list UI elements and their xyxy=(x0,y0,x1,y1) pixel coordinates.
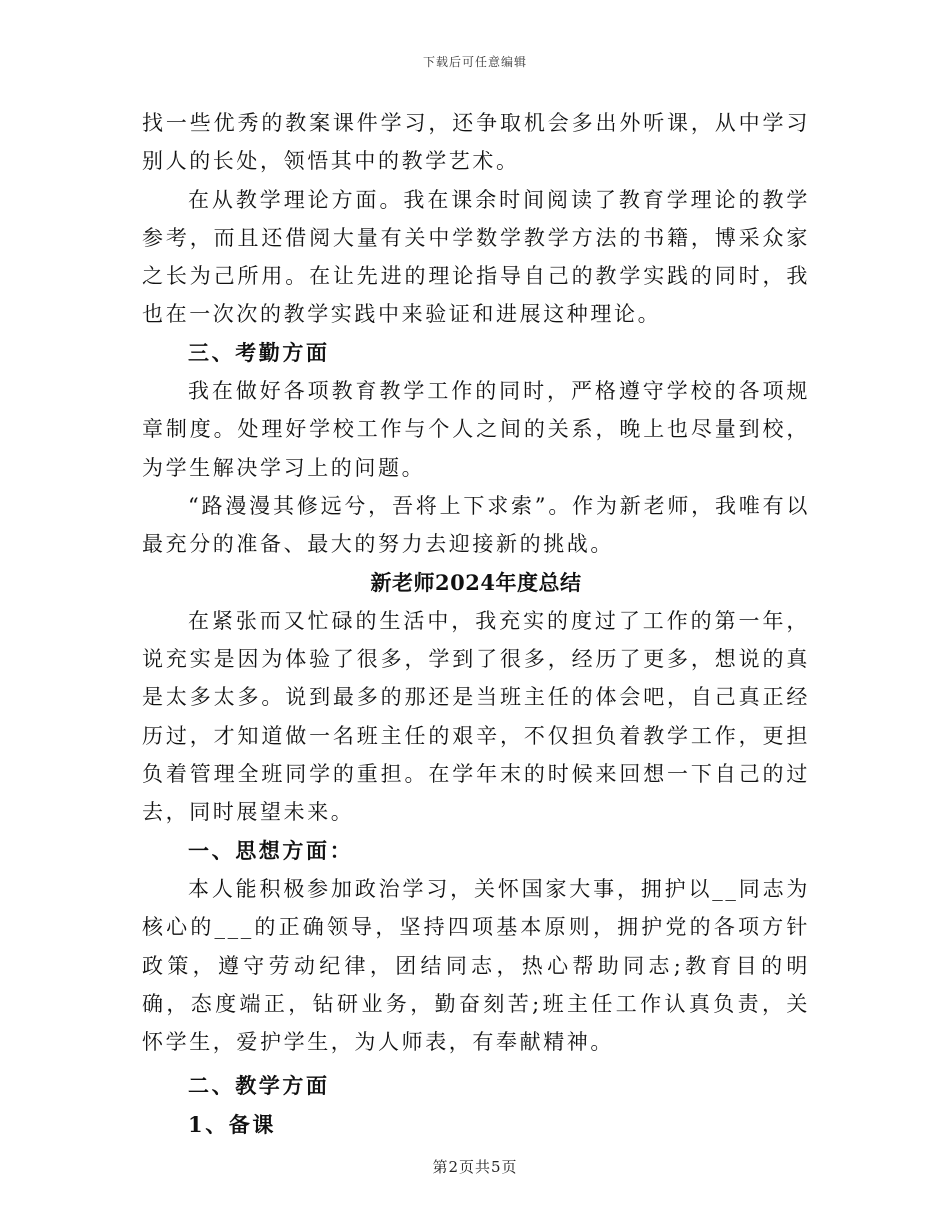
document-title: 新老师2024年度总结 xyxy=(370,569,582,595)
paragraph-ideology: 本人能积极参加政治学习，关怀国家大事，拥护以__同志为核心的___的正确领导，坚持四项基本原则，拥护党的各项方针政策，遵守劳动纪律，团结同志，热心帮助同志;教育目的明确，态度端正，钻研业务，勤奋刻苦;班主任工作认真负责，关怀学生，爱护学生，为人师表，有奉献精神。 xyxy=(142,876,810,1055)
page-header-note: 下载后可任意编辑 xyxy=(422,55,527,69)
paragraph-teaching-theory: 在从教学理论方面。我在课余时间阅读了教育学理论的教学参考，而且还借阅大量有关中学数学教学方法的书籍，博采众家之长为己所用。在让先进的理论指导自己的教学实践的同时，我也在一次次的教学实践中来验证和进展这种理论。 xyxy=(142,187,810,327)
heading-ideology: 一、思想方面： xyxy=(188,837,354,863)
paragraph-attendance: 我在做好各项教育教学工作的同时，严格遵守学校的各项规章制度。处理好学校工作与个人之间的关系，晚上也尽量到校，为学生解决学习上的问题。 xyxy=(142,379,810,480)
paragraph-quote: “路漫漫其修远兮，吾将上下求索”。作为新老师，我唯有以最充分的准备、最大的努力去迎接新的挑战。 xyxy=(142,493,810,557)
heading-lesson-prep: 1、备课 xyxy=(188,1111,277,1137)
document-body xyxy=(142,104,810,1144)
page-number: 第2页共5页 xyxy=(432,1158,518,1176)
heading-attendance: 三、考勤方面 xyxy=(188,339,330,365)
heading-teaching: 二、教学方面 xyxy=(188,1073,330,1099)
paragraph-intro: 在紧张而又忙碌的生活中，我充实的度过了工作的第一年，说充实是因为体验了很多，学到了很多，经历了更多，想说的真是太多太多。说到最多的那还是当班主任的体会吧，自己真正经历过，才知道做一名班主任的艰辛，不仅担负着教学工作，更担负着管理全班同学的重担。在学年末的时候来回想一下自己的过去，同时展望未来。 xyxy=(142,608,810,825)
paragraph-continued: 找一些优秀的教案课件学习，还争取机会多出外听课，从中学习别人的长处，领悟其中的教学艺术。 xyxy=(142,111,810,174)
